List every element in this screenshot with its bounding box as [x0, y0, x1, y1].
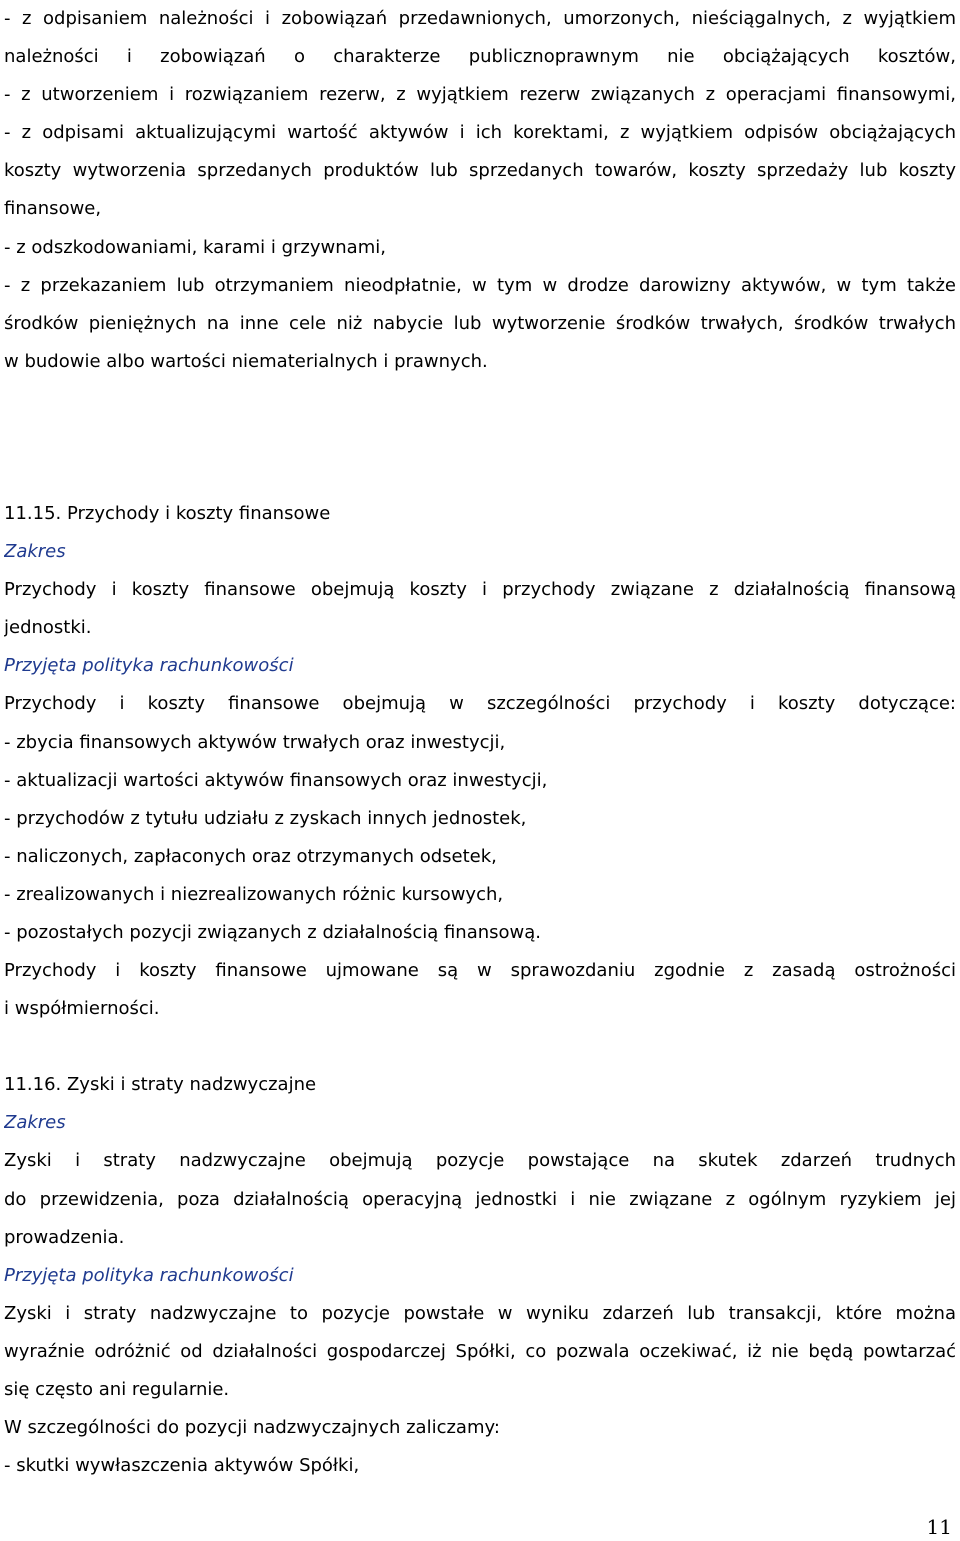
list-item: - naliczonych, zapłaconych oraz otrzymanych odsetek, [4, 845, 497, 867]
list-item: - zbycia finansowych aktywów trwałych oraz inwestycji, [4, 731, 506, 753]
text-line: środków pieniężnych na inne cele niż nabycie lub wytworzenie środków trwałych, środków trwałych [4, 312, 956, 334]
text-line: Zyski i straty nadzwyczajne to pozycje powstałe w wyniku zdarzeń lub transakcji, które można [4, 1302, 956, 1324]
document-body [4, 0, 956, 1485]
text-line: Przychody i koszty finansowe ujmowane są w sprawozdaniu zgodnie z zasadą ostrożności [4, 960, 956, 982]
text-line: Przychody i koszty finansowe obejmują w szczególności przychody i koszty dotyczące: [4, 693, 956, 715]
text-line: finansowe, [4, 198, 102, 220]
text-line: - z odpisaniem należności i zobowiązań przedawnionych, umorzonych, nieściągalnych, z wyjątkiem [4, 8, 956, 29]
section-11-15 [4, 495, 956, 1028]
text-line: i współmierności. [4, 998, 160, 1020]
text-line: się często ani regularnie. [4, 1379, 230, 1400]
list-item: - zrealizowanych i niezrealizowanych różnic kursowych, [4, 883, 504, 905]
list-item: - pozostałych pozycji związanych z działalnością finansową. [4, 921, 542, 943]
page-number: 11 [926, 1515, 952, 1539]
spacer [4, 381, 956, 495]
text-line: - z przekazaniem lub otrzymaniem nieodpłatnie, w tym w drodze darowizny aktywów, w tym także [4, 274, 956, 296]
text-line: jednostki. [4, 617, 92, 639]
paragraph-block-continued [4, 0, 956, 381]
list-item: - przychodów z tytułu udziału z zyskach innych jednostek, [4, 807, 527, 829]
subheading-zakres: Zakres [4, 1112, 66, 1134]
text-line: - z odpisami aktualizującymi wartość aktywów i ich korektami, z wyjątkiem odpisów obciążających [4, 122, 956, 144]
spacer [4, 1028, 956, 1066]
text-line: - z odszkodowaniami, karami i grzywnami, [4, 236, 386, 258]
text-line: w budowie albo wartości niematerialnych i prawnych. [4, 350, 488, 372]
text-line: prowadzenia. [4, 1226, 125, 1248]
section-11-16 [4, 1066, 956, 1485]
section-heading: 11.16. Zyski i straty nadzwyczajne [4, 1074, 317, 1096]
section-heading: 11.15. Przychody i koszty finansowe [4, 502, 331, 524]
list-item: - aktualizacji wartości aktywów finansowych oraz inwestycji, [4, 769, 548, 791]
list-item: - skutki wywłaszczenia aktywów Spółki, [4, 1455, 360, 1477]
text-line: do przewidzenia, poza działalnością operacyjną jednostki i nie związane z ogólnym ryzykiem jej [4, 1188, 956, 1210]
subheading-polityka: Przyjęta polityka rachunkowości [4, 1264, 294, 1286]
subheading-polityka: Przyjęta polityka rachunkowości [4, 655, 294, 677]
text-line: - z utworzeniem i rozwiązaniem rezerw, z wyjątkiem rezerw związanych z operacjami finansowymi, [4, 84, 956, 106]
text-line: Przychody i koszty finansowe obejmują koszty i przychody związane z działalnością finansową [4, 579, 956, 601]
subheading-zakres: Zakres [4, 541, 66, 563]
text-line: koszty wytworzenia sprzedanych produktów lub sprzedanych towarów, koszty sprzedaży lub koszty [4, 160, 956, 182]
text-line: Zyski i straty nadzwyczajne obejmują pozycje powstające na skutek zdarzeń trudnych [4, 1150, 956, 1172]
text-line: należności i zobowiązań o charakterze publicznoprawnym nie obciążających kosztów, [4, 46, 956, 68]
text-line: W szczególności do pozycji nadzwyczajnych zaliczamy: [4, 1417, 500, 1439]
text-line: wyraźnie odróżnić od działalności gospodarczej Spółki, co pozwala oczekiwać, iż nie będą powtarzać [4, 1340, 956, 1362]
